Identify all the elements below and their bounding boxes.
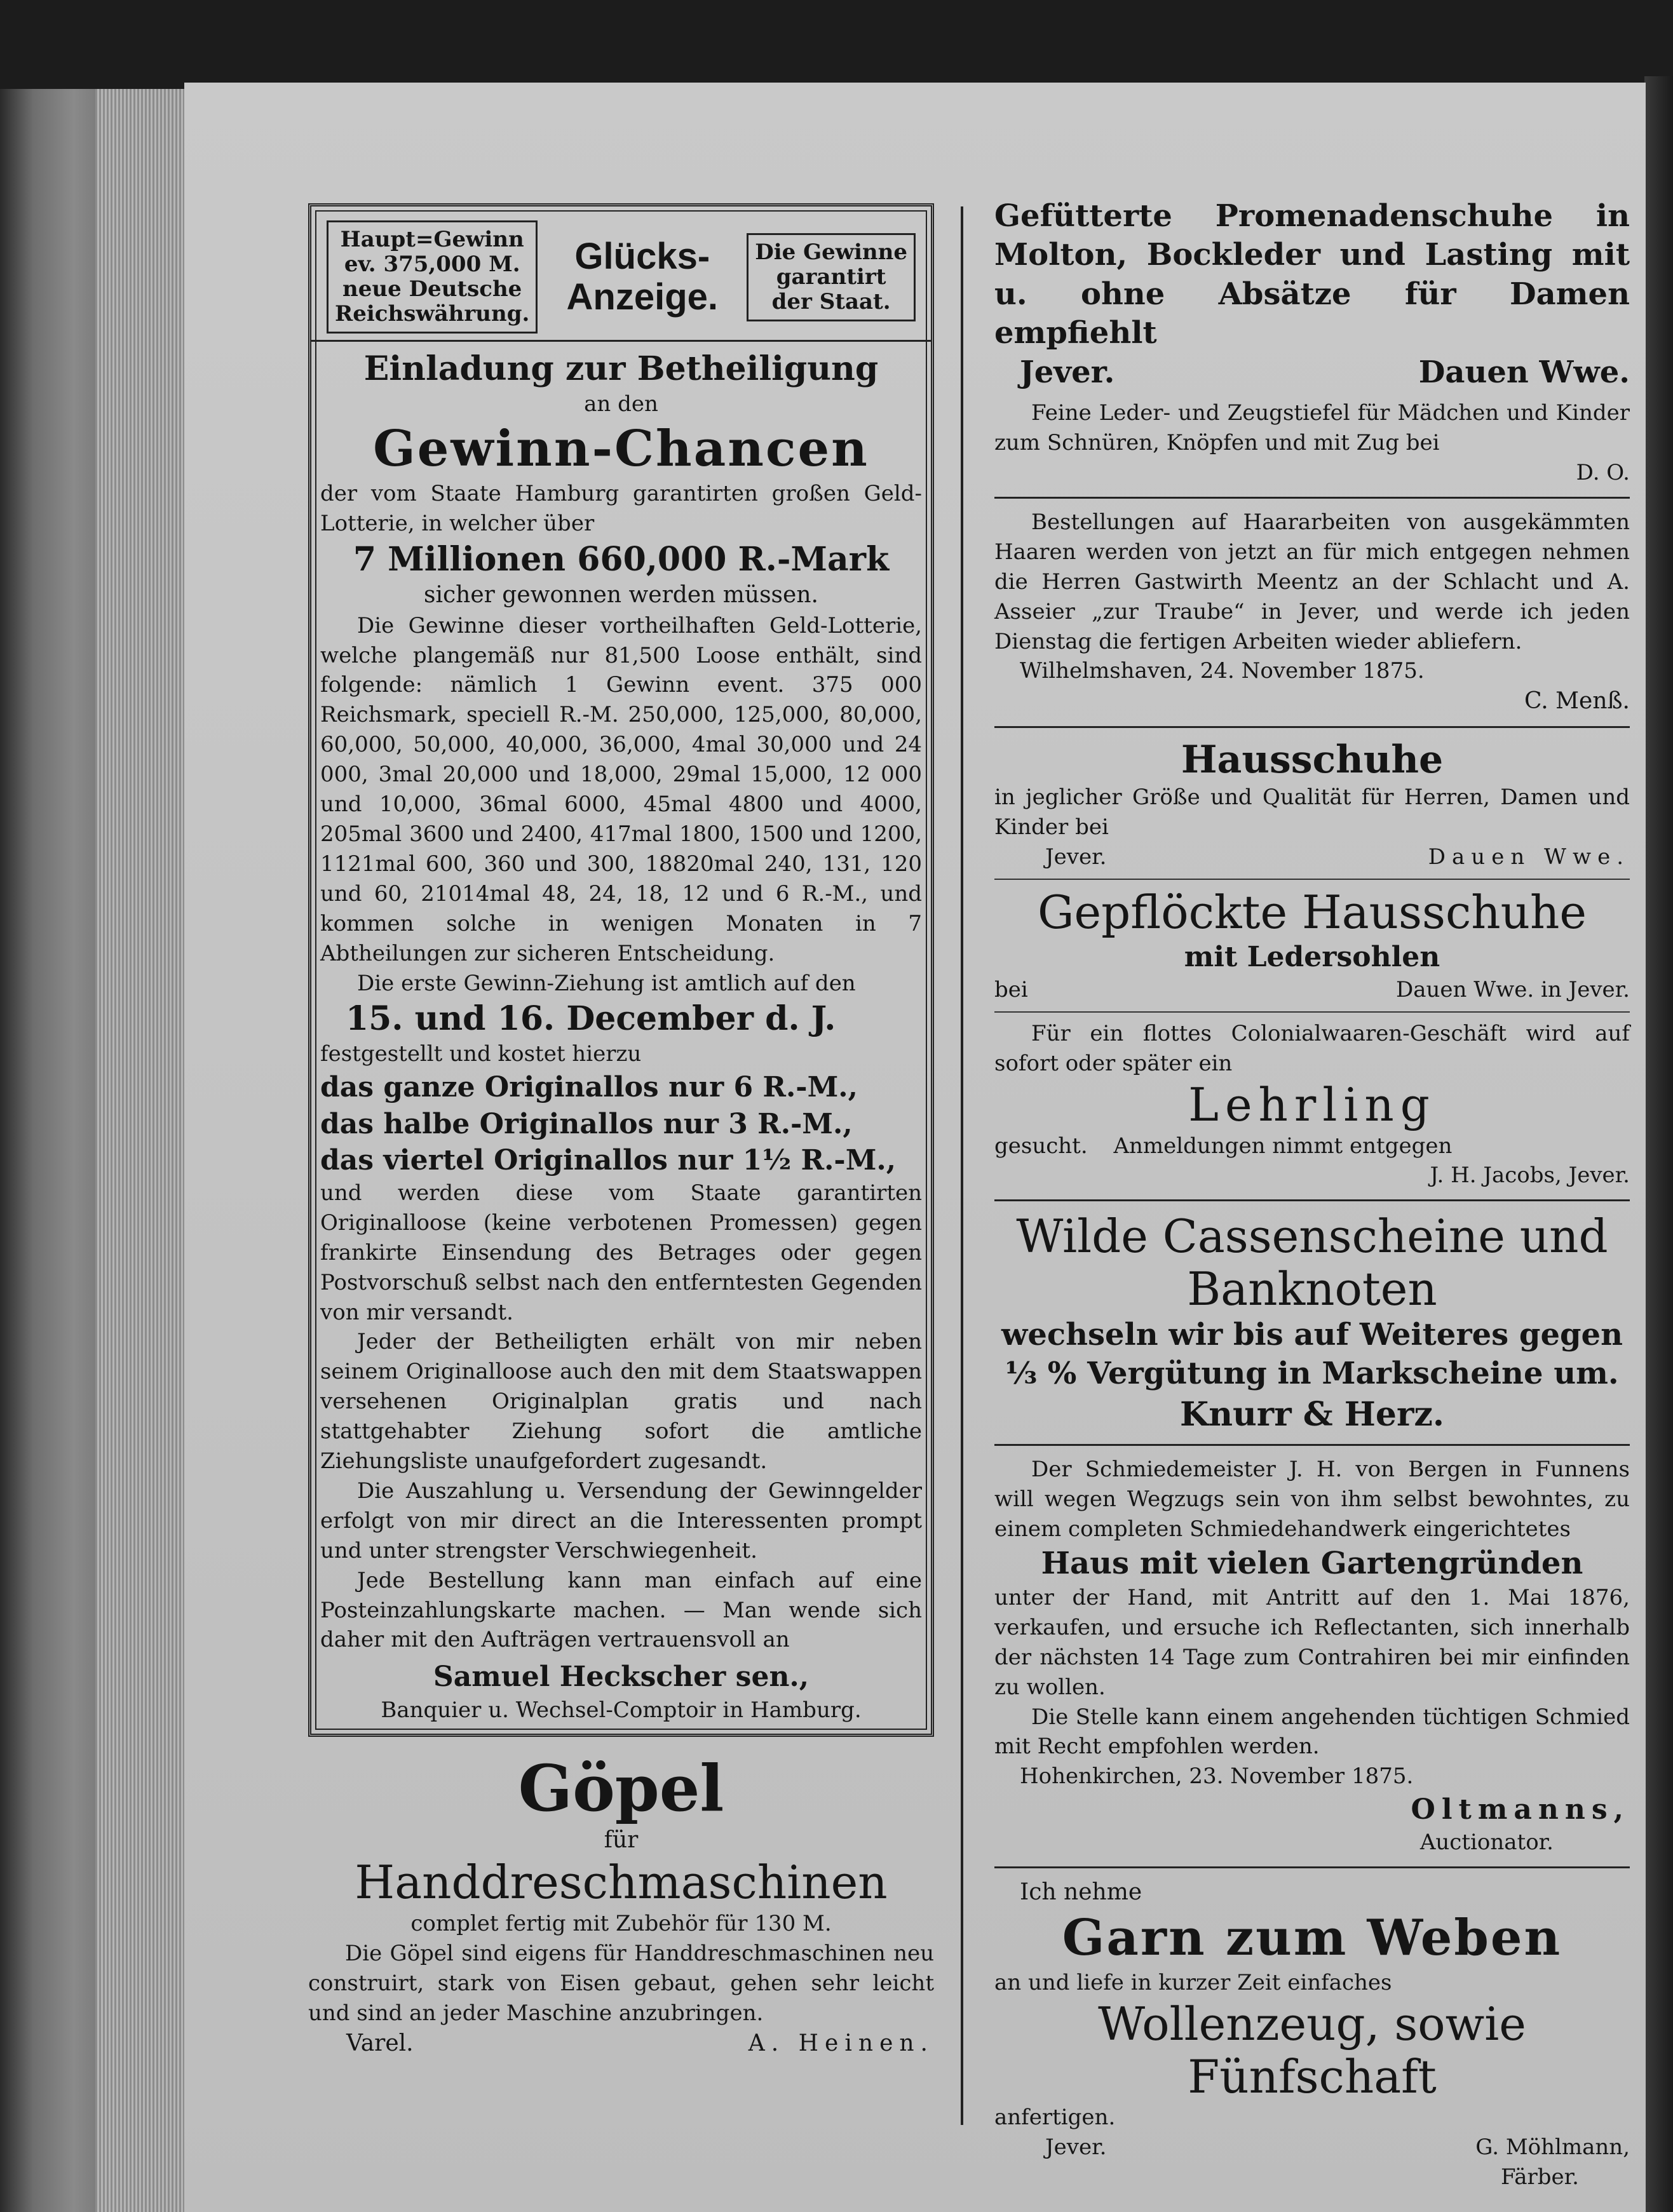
next-page-edge <box>1644 76 1673 2212</box>
ad-divider <box>994 1011 1630 1013</box>
goepel-title: Göpel <box>518 1751 724 1826</box>
weaving-role: Färber. <box>1500 2164 1579 2190</box>
weaving-title2: Wollenzeug, sowie Fünfschaft <box>1098 1997 1526 2103</box>
an-den: an den <box>584 391 658 417</box>
slippers-name: Dauen Wwe. <box>1428 844 1630 870</box>
slippers-body: in jeglicher Größe und Qualität für Herren, Damen und Kinder bei <box>994 785 1630 840</box>
left-column <box>308 203 934 2060</box>
ad-divider <box>994 1199 1630 1201</box>
weaving-place: Jever. <box>1045 2134 1107 2161</box>
lottery-amount-note: sicher gewonnen werden müssen. <box>424 581 818 608</box>
ad-divider <box>994 1866 1630 1868</box>
invitation-heading: Einladung zur Betheiligung <box>363 349 879 389</box>
goepel-name: A. Heinen. <box>748 2030 934 2056</box>
newspaper-page <box>184 83 1646 2212</box>
slippers-place: Jever. <box>1045 844 1107 870</box>
lottery-prizes-text: Die Gewinne dieser vortheilhaften Geld-Lotterie, welche plangemäß nur 81,500 Loose enthält, sind folgende: nämlich 1 Gewinn event. 375 000 Reichsmark, speciell R.-M. 250,000, 125,000, 80,000, 60,000, 50,000, 40,000, 36,000, 4mal 30,000 und 24 000, 3mal 20,000 und 18,000, 29mal 15,000, 12 000 und 10,000, 36mal 6000, 45mal 4800 und 4000, 205mal 3600 und 2400, 417mal 1800, 1500 und 1200, 1121mal 600, 360 und 300, 18820mal 240, 131, 120 und 60, 21014mal 48, 24, 18, 12 und 6 R.-M., und kommen solche in wenigen Monaten in 7 Abtheilungen zur sicheren Entscheidung. <box>320 612 922 966</box>
price-whole-ticket: das ganze Originallos nur 6 R.-M., <box>320 1071 858 1104</box>
slippers-ad <box>994 737 1630 872</box>
banknote-body1: wechseln wir bis auf Weiteres gegen <box>1001 1316 1623 1352</box>
goepel-ad <box>308 1752 934 2059</box>
lucky-ad-title <box>567 236 719 318</box>
banknote-ad <box>994 1210 1630 1434</box>
banknote-body2: ⅓ % Vergütung in Markscheine um. <box>1005 1356 1619 1392</box>
page-edges <box>95 89 184 2212</box>
state-guarantee-box <box>747 233 916 321</box>
goepel-signature <box>308 2028 934 2060</box>
column-divider <box>961 206 963 2125</box>
lottery-intro: der vom Staate Hamburg garantirten großen Geld-Lotterie, in welcher über <box>320 480 922 536</box>
smith-dateline: Hohenkirchen, 23. November 1875. <box>1020 1764 1414 1790</box>
weaving-body2: anfertigen. <box>994 2105 1116 2131</box>
pegged-title: Gepflöckte Hausschuhe <box>1038 886 1587 940</box>
goepel-fuer: für <box>604 1827 639 1854</box>
header-divider <box>311 340 931 342</box>
lucky-ad-title-line: Anzeige. <box>566 276 719 318</box>
smith-body2: unter der Hand, mit Antritt auf den 1. Mai 1876, verkaufen, und ersuche ich Reflectanten, sich innerhalb der nächsten 14 Tage zum Contrahiren bei mir einfinden zu wollen. <box>994 1584 1630 1700</box>
boots-sign: D. O. <box>1576 460 1630 485</box>
goepel-place: Varel. <box>346 2030 414 2056</box>
lottery-plan-text: Jeder der Betheiligten erhält von mir neben seinem Originalloose auch den mit dem Staatswappen versehenen Originalplan gratis und nach stattgehabter Ziehung sofort die amtliche Ziehungsliste unaufgefordert zugesandt. <box>320 1329 922 1474</box>
weaving-name: G. Möhlmann, <box>1475 2134 1630 2161</box>
shoes-place: Jever. <box>1020 354 1115 390</box>
boots-body: Feine Leder- und Zeugstiefel für Mädchen und Kinder zum Schnüren, Knöpfen und mit Zug bei <box>994 400 1630 456</box>
lottery-ad <box>308 203 934 1737</box>
slippers-title: Hausschuhe <box>1181 738 1444 783</box>
apprentice-intro: Für ein flottes Colonialwaaren-Geschäft wird auf sofort oder später ein <box>994 1020 1630 1076</box>
apprentice-note-text: Anmeldungen nimmt entgegen <box>1113 1133 1453 1159</box>
ad-divider <box>994 497 1630 499</box>
guarantee-line: garantirt <box>776 264 886 290</box>
pegged-slippers-ad <box>994 886 1630 1005</box>
apprentice-note <box>994 1131 1630 1161</box>
ad-divider <box>994 879 1630 880</box>
lottery-draw-text: Die erste Gewinn-Ziehung ist amtlich auf den <box>357 970 856 996</box>
main-prize-line: ev. 375,000 M. <box>344 252 520 278</box>
smith-title: Haus mit vielen Gartengründen <box>1041 1545 1583 1581</box>
guarantee-line: Die Gewinne <box>755 239 907 265</box>
main-prize-line: neue Deutsche <box>342 276 522 302</box>
smith-body3: Die Stelle kann einem angehenden tüchtigen Schmied mit Recht empfohlen werden. <box>994 1704 1630 1760</box>
goepel-body: Die Göpel sind eigens für Handdreschmaschinen neu construirt, stark von Eisen gebaut, gehen sehr leicht und sind an jeder Maschine anzubringen. <box>308 1941 934 2026</box>
shoes-signature <box>994 353 1630 392</box>
smith-role: Auctionator. <box>1419 1830 1554 1856</box>
pegged-signature <box>994 975 1630 1005</box>
lucky-ad-title-line: Glücks- <box>574 236 710 278</box>
lottery-cost-text: festgestellt und kostet hierzu <box>320 1041 642 1067</box>
shoes-name: Dauen Wwe. <box>1418 354 1630 390</box>
slippers-signature <box>994 842 1630 872</box>
apprentice-gesucht: gesucht. <box>994 1133 1088 1159</box>
banknote-title2: Banknoten <box>1187 1262 1437 1316</box>
banknote-name: Knurr & Herz. <box>1180 1394 1444 1434</box>
smith-house-ad <box>994 1455 1630 1858</box>
shoes-ad <box>994 197 1630 488</box>
main-prize-line: Reichswährung. <box>335 301 530 327</box>
apprentice-title: Lehrling <box>1188 1077 1436 1131</box>
hair-body: Bestellungen auf Haararbeiten von ausgekämmten Haaren werden von jetzt an für mich entgegen nehmen die Herren Gastwirth Meentz an der Schlacht und A. Asseier „zur Traube“ in Jever, und werde ich jeden Dienstag die fertigen Arbeiten wieder abliefern. <box>994 509 1630 654</box>
weaving-intro: Ich nehme <box>1020 1879 1142 1906</box>
lottery-order-text: Jede Bestellung kann man einfach auf eine Posteinzahlungskarte machen. — Man wende sich daher mit den Aufträgen vertrauensvoll an <box>320 1567 922 1653</box>
banknote-title1: Wilde Cassenscheine und <box>1016 1210 1608 1264</box>
weaving-ad <box>994 1877 1630 2192</box>
lottery-draw-date: 15. und 16. December d. J. <box>346 999 836 1039</box>
ad-divider <box>994 726 1630 728</box>
lottery-signer-sub: Banquier u. Wechsel-Comptoir in Hamburg. <box>381 1697 862 1723</box>
smith-body1: Der Schmiedemeister J. H. von Bergen in Funnens will wegen Wegzugs sein von ihm selbst bewohntes, zu einem completen Schmiedehandwerk eingerichtetes <box>994 1456 1630 1542</box>
pegged-name: Dauen Wwe. in Jever. <box>1395 977 1630 1002</box>
ad-divider <box>994 1444 1630 1446</box>
guarantee-line: der Staat. <box>771 288 891 314</box>
weaving-title: Garn zum Weben <box>1062 1909 1562 1967</box>
price-half-ticket: das halbe Originallos nur 3 R.-M., <box>320 1107 853 1140</box>
lottery-signer: Samuel Heckscher sen., <box>433 1661 809 1694</box>
lottery-headline: Gewinn-Chancen <box>373 420 869 478</box>
goepel-subtitle: Handdreschmaschinen <box>355 1856 888 1910</box>
hair-name: C. Menß. <box>1524 688 1630 715</box>
hair-ad <box>994 508 1630 717</box>
main-prize-line: Haupt=Gewinn <box>340 227 524 252</box>
lottery-amount: 7 Millionen 660,000 R.-Mark <box>353 539 890 579</box>
lottery-header <box>320 206 922 340</box>
goepel-price: complet fertig mit Zubehör für 130 M. <box>410 1911 832 1937</box>
pegged-bei: bei <box>994 977 1028 1002</box>
shoes-heading: Gefütterte Promenadenschuhe in Molton, Bockleder und Lasting mit u. ohne Absätze für Damen empfiehlt <box>994 198 1630 351</box>
lottery-shipping-text: und werden diese vom Staate garantirten Originalloose (keine verbotenen Promessen) gegen frankirte Einsendung des Betrages oder gegen Postvorschuß selbst nach den entferntesten Gegenden von mir versandt. <box>320 1180 922 1325</box>
hair-dateline: Wilhelmshaven, 24. November 1875. <box>1020 658 1425 684</box>
smith-name: Oltmanns, <box>1411 1793 1630 1826</box>
book-edge <box>0 89 184 2212</box>
apprentice-name: J. H. Jacobs, Jever. <box>1430 1163 1630 1189</box>
weaving-body: an und liefe in kurzer Zeit einfaches <box>994 1969 1392 1995</box>
lottery-payout-text: Die Auszahlung u. Versendung der Gewinngelder erfolgt von mir direct an die Interessenten prompt und unter strengster Verschwiegenheit. <box>320 1478 922 1563</box>
weaving-signature <box>994 2133 1630 2162</box>
apprentice-ad <box>994 1019 1630 1190</box>
pegged-subtitle: mit Ledersohlen <box>1184 940 1440 973</box>
right-column <box>994 197 1630 2192</box>
main-prize-box <box>327 220 538 334</box>
price-quarter-ticket: das viertel Originallos nur 1½ R.-M., <box>320 1143 897 1177</box>
